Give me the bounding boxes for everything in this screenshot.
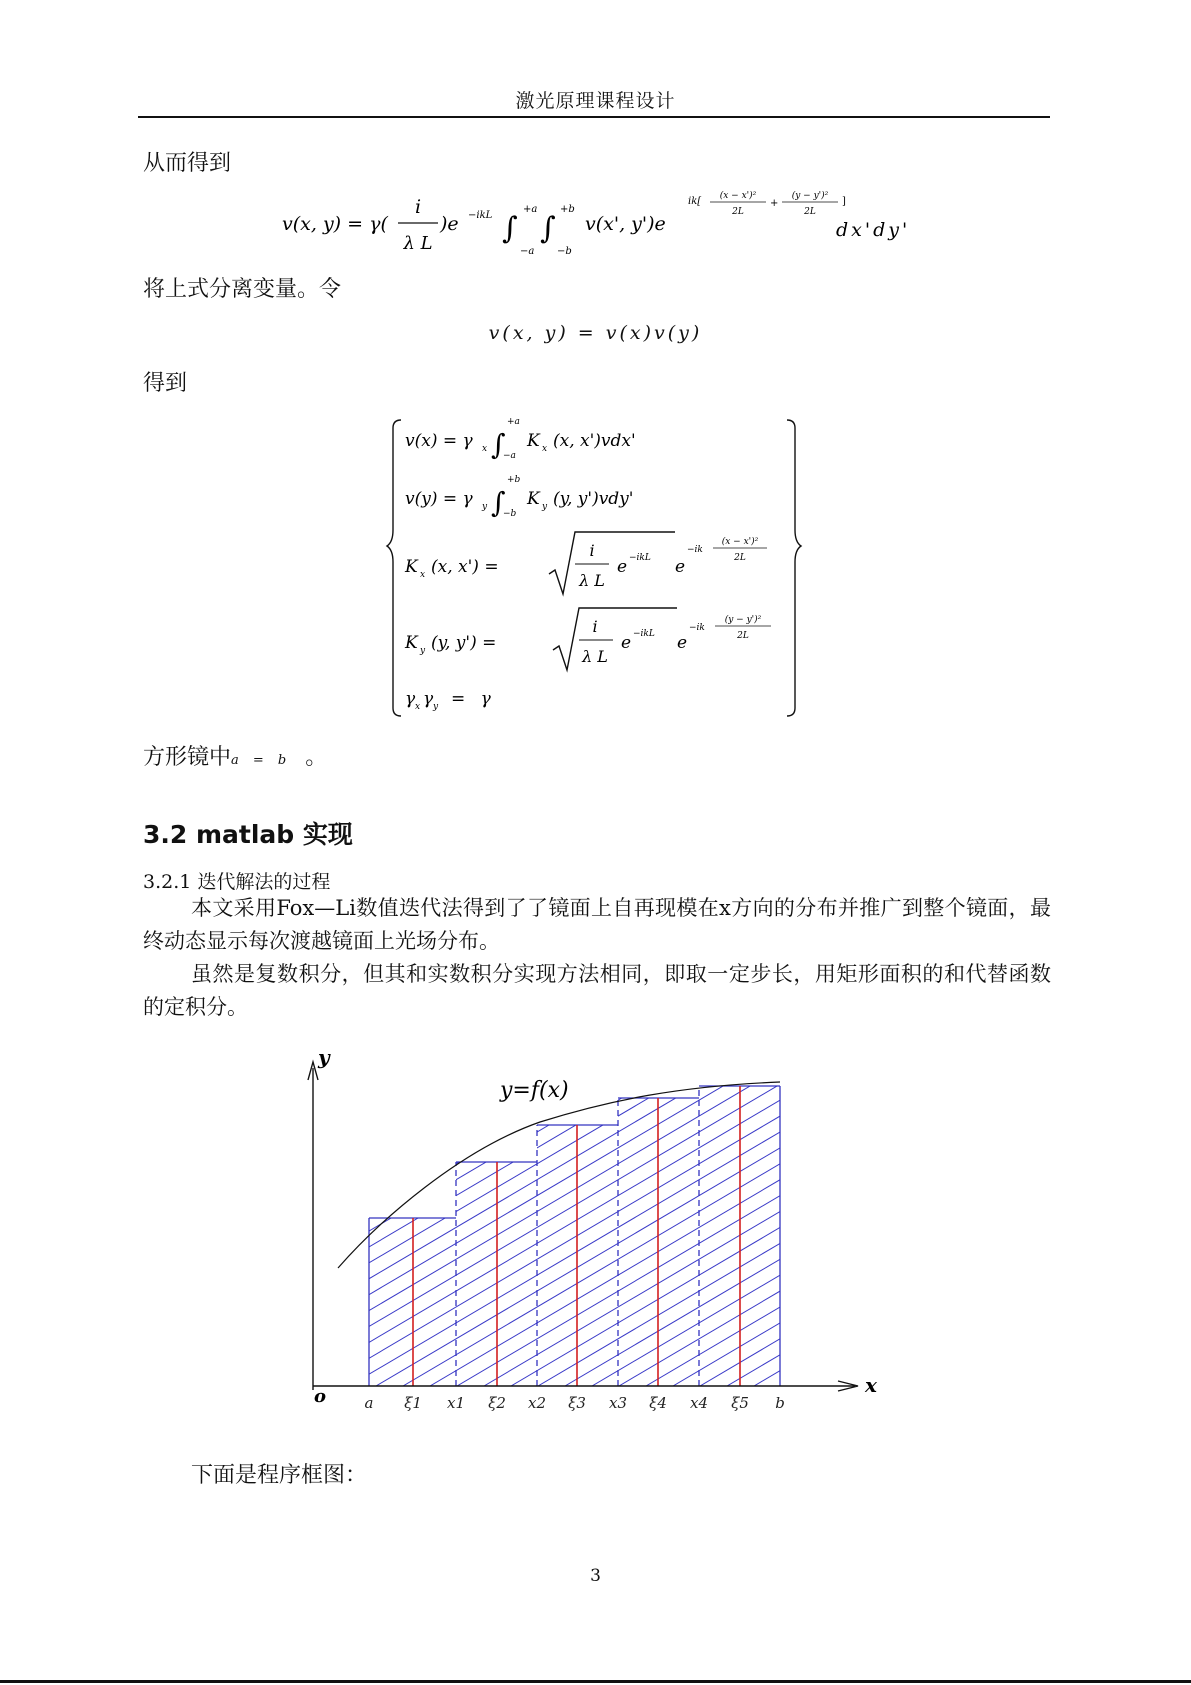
hatch-line: [290, 1056, 828, 1386]
sys-row1-left: v(x) = γ: [405, 431, 473, 451]
sys-row3-args: (x, x') =: [431, 557, 499, 577]
tick-label: ξ1: [404, 1394, 422, 1412]
sys-row4-exp1: −ikL: [633, 629, 655, 639]
tick-label: x4: [689, 1394, 709, 1412]
sys-row4-sqrt: [553, 608, 677, 670]
sys-row5-rest: = γ: [451, 689, 496, 709]
sys-row3-sqrt: [549, 532, 675, 594]
eq1-int1-lower: −a: [520, 246, 535, 257]
tick-label: ξ5: [731, 1394, 749, 1412]
hatch-line: [484, 1056, 890, 1386]
sys-row1-K-sub: x: [542, 444, 548, 454]
eq1-exp1: −ikL: [468, 210, 493, 221]
hatch-line: [290, 1056, 693, 1386]
hatch-line: [290, 1056, 666, 1386]
eq1-frac-den: λ L: [403, 233, 433, 254]
equation-diffraction-integral: [270, 180, 930, 260]
running-header: 激光原理课程设计: [515, 90, 676, 112]
eq1-exp-suffix: ]: [842, 196, 846, 207]
tick-label: ξ2: [488, 1394, 506, 1412]
sys-row4-exp2-prefix: −ik: [689, 623, 705, 633]
eq1-exp-prefix: ik[: [688, 196, 702, 207]
curve-label: y=f(x): [500, 1078, 569, 1103]
hatch-line: [349, 1056, 890, 1386]
sys-row4-K-sub: y: [420, 646, 426, 656]
sys-row2-args: (y, y')vdy': [553, 489, 634, 509]
eq1-after-frac: )e: [440, 213, 459, 235]
sys-row5-gamma2: γ: [423, 689, 434, 709]
sys-row1-K: K: [527, 431, 540, 451]
function-curve: [338, 1082, 780, 1268]
riemann-sum-figure: [290, 1040, 890, 1420]
body-paragraph-1: 本文采用Fox—Li数值迭代法得到了了镜面上自再现模在x方向的分布并推广到整个镜面，最终动态显示每次渡越镜面上光场分布。: [143, 896, 1051, 953]
paragraph-obtain: 得到: [143, 371, 188, 396]
eq1-int2-lower: −b: [557, 246, 572, 257]
hatch-line: [290, 1056, 558, 1386]
sys-row4-den: λ L: [582, 647, 608, 666]
hatch-line: [290, 1056, 774, 1386]
tick-label: b: [775, 1394, 785, 1412]
eq1-tail: dx'dy': [836, 219, 911, 241]
hatch-line: [290, 1056, 477, 1386]
hatch-line: [322, 1056, 882, 1386]
hatch-line: [290, 1056, 639, 1386]
sys-row1-int-lower: −a: [503, 451, 516, 461]
hatch-line: [565, 1056, 890, 1386]
sys-row3-exp1: −ikL: [629, 553, 651, 563]
square-mirror-math: a = b: [231, 753, 292, 768]
sys-row4-K: K: [405, 633, 418, 653]
origin-label: o: [314, 1386, 327, 1407]
tick-label: ξ4: [649, 1394, 667, 1412]
bottom-rule: [0, 1680, 1191, 1683]
sys-row5-gamma1-sub: x: [415, 702, 421, 712]
header-rule: [138, 116, 1050, 118]
sys-row4-e2: e: [677, 633, 688, 653]
sys-row2-integral: ∫: [491, 486, 506, 519]
tick-label: x1: [446, 1394, 466, 1412]
paragraph-separate-variables: 将上式分离变量。令: [143, 277, 342, 302]
y-axis-label: y: [318, 1045, 330, 1069]
hatch-line: [538, 1056, 890, 1386]
sys-row5-gamma2-sub: y: [433, 702, 439, 712]
sys-row3-num: i: [589, 541, 595, 560]
tick-label: a: [364, 1394, 374, 1412]
paragraph-square-mirror: [143, 740, 327, 771]
sys-row1-int-upper: +a: [507, 417, 520, 427]
sys-row3-e1: e: [617, 557, 628, 577]
paragraph-thus-obtain: 从而得到: [143, 151, 232, 176]
equation-system: [385, 408, 805, 728]
hatch-line: [889, 1056, 890, 1386]
tick-labels: [365, 1394, 785, 1412]
system-right-brace: [787, 420, 801, 716]
hatch-line: [700, 1056, 890, 1386]
sys-row4-num: i: [592, 617, 598, 636]
sys-row5-gamma1: γ: [405, 689, 416, 709]
eq1-exp-frac2-num: (y − y')²: [791, 191, 829, 201]
hatch-line: [781, 1056, 890, 1386]
tick-label: x3: [608, 1394, 628, 1412]
sys-row1-integral: ∫: [491, 428, 506, 461]
sys-row3-K-sub: x: [420, 570, 426, 580]
sys-row4-e1: e: [621, 633, 632, 653]
hatch-line: [290, 1056, 504, 1386]
eq1-frac-num: i: [414, 196, 422, 218]
system-left-brace: [387, 420, 401, 716]
sys-row3-K: K: [405, 557, 418, 577]
sys-row2-left: v(y) = γ: [405, 489, 473, 509]
hatch-line: [376, 1056, 890, 1386]
square-mirror-end: 。: [305, 745, 328, 770]
sys-row2-int-upper: +b: [507, 475, 521, 485]
eq1-exp-plus: +: [770, 198, 779, 209]
sys-row1-sub: x: [482, 444, 488, 454]
hatch-line: [619, 1056, 890, 1386]
hatch-line: [290, 1056, 612, 1386]
sys-row3-exp2-den: 2L: [734, 553, 746, 563]
eq1-integrand: v(x', y')e: [585, 213, 666, 235]
page-number: 3: [590, 1566, 601, 1586]
hatch-line: [754, 1056, 890, 1386]
paragraph-flowchart-intro: 下面是程序框图：: [191, 1463, 368, 1488]
hatch-line: [727, 1056, 890, 1386]
hatch-lines: [290, 1056, 890, 1386]
eq1-lhs: v(x, y) = γ(: [282, 213, 388, 235]
hatch-line: [403, 1056, 890, 1386]
sys-row4-exp2-den: 2L: [737, 631, 749, 641]
sys-row3-e2: e: [675, 557, 686, 577]
tick-label: x2: [527, 1394, 547, 1412]
subsection-heading: 3.2.1 迭代解法的过程: [143, 871, 331, 893]
x-axis-label: x: [865, 1373, 877, 1397]
hatch-line: [862, 1056, 890, 1386]
sys-row2-int-lower: −b: [503, 509, 517, 519]
sys-row4-exp2-num: (y − y')²: [724, 615, 762, 625]
hatch-line: [808, 1056, 890, 1386]
sys-row4-args: (y, y') =: [431, 633, 497, 653]
hatch-line: [290, 1056, 801, 1386]
sys-row1-args: (x, x')vdx': [553, 431, 636, 451]
hatch-line: [290, 1056, 747, 1386]
sys-row3-exp2-num: (x − x')²: [721, 537, 759, 547]
hatch-line: [290, 1056, 450, 1386]
eq1-exp-frac1-num: (x − x')²: [719, 191, 757, 201]
square-mirror-text: 方形镜中: [143, 745, 232, 770]
eq1-integral-1: ∫: [502, 211, 518, 246]
sys-row3-exp2-prefix: −ik: [687, 545, 703, 555]
equation-separation: v(x, y) = v(x)v(y): [488, 322, 703, 344]
hatch-line: [295, 1056, 855, 1386]
hatch-line: [835, 1056, 890, 1386]
sys-row2-K-sub: y: [542, 502, 548, 512]
section-heading: 3.2 matlab 实现: [143, 820, 353, 849]
eq1-integral-2: ∫: [540, 211, 556, 246]
rectangles: [369, 1086, 780, 1386]
sys-row2-K: K: [527, 489, 540, 509]
hatch-line: [430, 1056, 890, 1386]
eq1-exp-frac2-den: 2L: [804, 207, 816, 217]
hatch-line: [673, 1056, 890, 1386]
sys-row2-sub: y: [482, 502, 488, 512]
sys-row3-den: λ L: [579, 571, 605, 590]
eq1-int1-upper: +a: [523, 204, 538, 215]
tick-label: ξ3: [568, 1394, 586, 1412]
body-paragraph-2: 虽然是复数积分，但其和实数积分实现方法相同，即取一定步长，用矩形面积的和代替函数的定积分。: [143, 962, 1051, 1019]
eq1-exp-frac1-den: 2L: [732, 207, 744, 217]
eq1-int2-upper: +b: [560, 204, 575, 215]
